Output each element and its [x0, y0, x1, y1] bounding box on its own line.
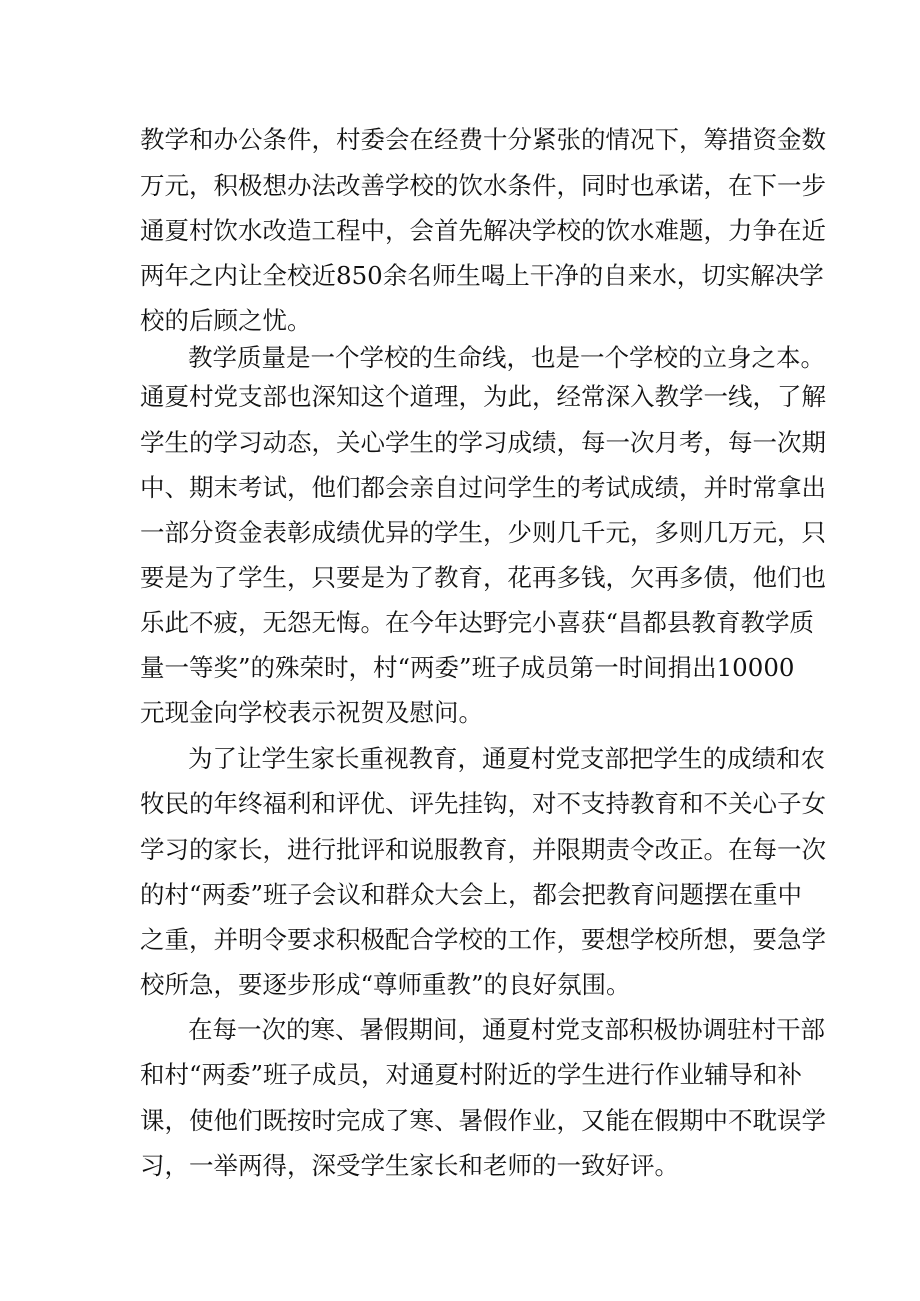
- paragraph-1-line-2: 万元，积极想办法改善学校的饮水条件，同时也承诺，在下一步: [140, 171, 826, 200]
- paragraph-1-line-5: 校的后顾之忧。: [140, 306, 312, 335]
- paragraph-2-line-9: 元现金向学校表示祝贺及慰问。: [140, 698, 483, 727]
- paragraph-3-line-4: 的村“两委”班子会议和群众大会上，都会把教育问题摆在重中: [140, 880, 803, 909]
- paragraph-2-line-3: 学生的学习动态，关心学生的学习成绩，每一次月考，每一次期: [140, 428, 826, 457]
- paragraph-3-line-5: 之重，并明令要求积极配合学校的工作，要想学校所想，要急学: [140, 925, 826, 954]
- paragraph-4-line-1: 在每一次的寒、暑假期间，通夏村党支部积极协调驻村干部: [188, 1015, 825, 1044]
- paragraph-1-line-1: 教学和办公条件，村委会在经费十分紧张的情况下，筹措资金数: [140, 125, 826, 154]
- paragraph-2-line-6: 要是为了学生，只要是为了教育，花再多钱，欠再多债，他们也: [140, 563, 826, 592]
- paragraph-2-line-2: 通夏村党支部也深知这个道理，为此，经常深入教学一线，了解: [140, 382, 826, 411]
- paragraph-1-line-3: 通夏村饮水改造工程中，会首先解决学校的饮水难题，力争在近: [140, 216, 826, 245]
- paragraph-3-line-6: 校所急，要逐步形成“尊师重教”的良好氛围。: [140, 970, 631, 999]
- paragraph-2-line-8: 量一等奖”的殊荣时，村“两委”班子成员第一时间捐出10000: [140, 653, 795, 682]
- paragraph-2-line-1: 教学质量是一个学校的生命线，也是一个学校的立身之本。: [188, 343, 825, 372]
- paragraph-3-line-3: 学习的家长，进行批评和说服教育，并限期责令改正。在每一次: [140, 835, 826, 864]
- paragraph-4-line-3: 课，使他们既按时完成了寒、暑假作业，又能在假期中不耽误学: [140, 1106, 826, 1135]
- paragraph-4-line-2: 和村“两委”班子成员，对通夏村附近的学生进行作业辅导和补: [140, 1060, 803, 1089]
- paragraph-2-line-4: 中、期末考试，他们都会亲自过问学生的考试成绩，并时常拿出: [140, 473, 826, 502]
- paragraph-2-line-7: 乐此不疲，无怨无悔。在今年达野完小喜获“昌都县教育教学质: [140, 608, 815, 637]
- paragraph-4-line-4: 习，一举两得，深受学生家长和老师的一致好评。: [140, 1151, 679, 1180]
- paragraph-3-line-1: 为了让学生家长重视教育，通夏村党支部把学生的成绩和农: [188, 744, 825, 773]
- paragraph-2-line-5: 一部分资金表彰成绩优异的学生，少则几千元，多则几万元，只: [140, 518, 826, 547]
- paragraph-3-line-2: 牧民的年终福利和评优、评先挂钩，对不支持教育和不关心子女: [140, 789, 826, 818]
- paragraph-1-line-4: 两年之内让全校近850余名师生喝上干净的自来水，切实解决学: [140, 261, 824, 290]
